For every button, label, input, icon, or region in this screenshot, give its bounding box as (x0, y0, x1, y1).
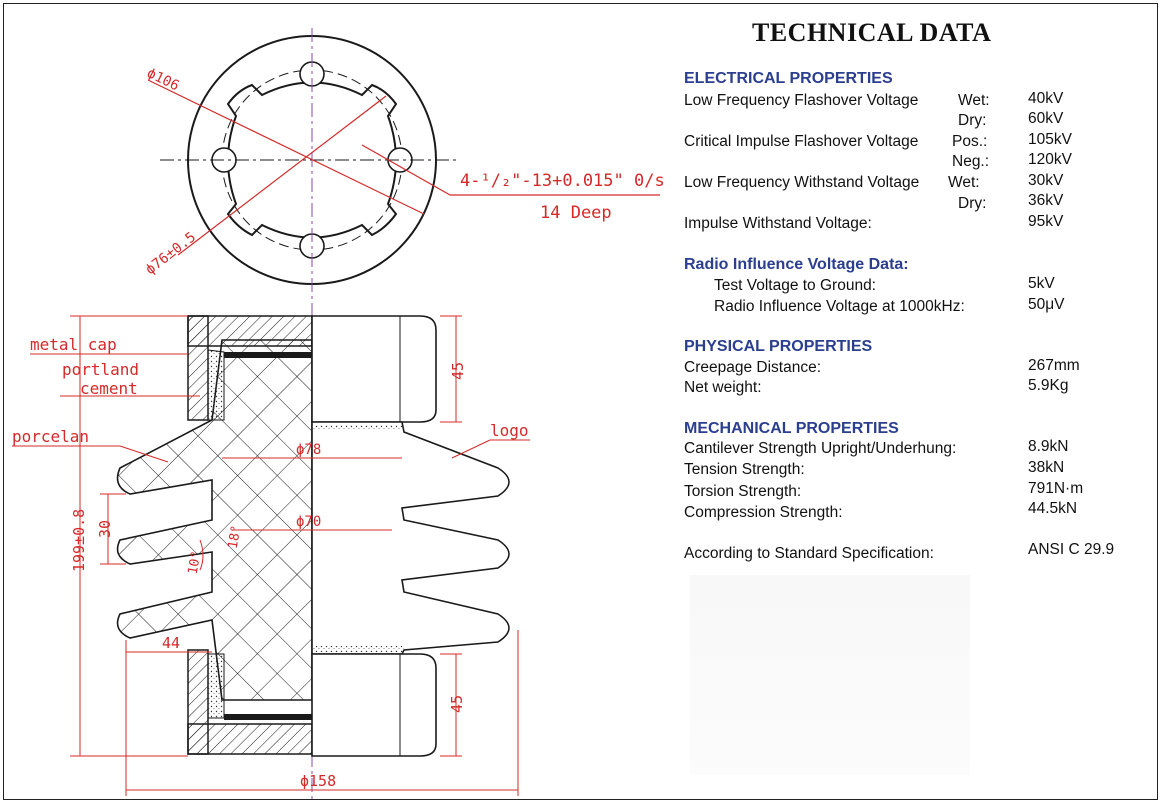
bottom-cap-exterior (312, 654, 436, 756)
ci-flashover-pos-value: 105kV (1028, 131, 1072, 148)
top-cap-exterior (312, 316, 436, 422)
leader-logo (452, 440, 490, 458)
net-weight-label: Net weight: (684, 379, 762, 396)
standard-value: ANSI C 29.9 (1028, 541, 1115, 558)
ci-flashover-pos-label: Pos.: (952, 133, 988, 150)
bottom-cement (208, 654, 224, 718)
dim-line-76 (178, 96, 386, 255)
heading-physical: PHYSICAL PROPERTIES (684, 338, 873, 355)
lf-flashover-dry-value: 60kV (1028, 110, 1064, 127)
lf-flashover-label: Low Frequency Flashover Voltage (684, 92, 919, 109)
lf-flashover-wet-label: Wet: (958, 92, 990, 109)
label-portland: portland (62, 360, 140, 379)
compression-value: 44.5kN (1028, 500, 1078, 517)
dim-core-78: ϕ78 (296, 442, 322, 458)
porcelain-exterior (312, 422, 509, 654)
top-band (312, 424, 404, 430)
lf-flashover-wet-value: 40kV (1028, 90, 1064, 107)
lf-withstand-wet-value: 30kV (1028, 172, 1064, 189)
bottom-cap-skirt (188, 650, 208, 754)
impulse-withstand-value: 95kV (1028, 213, 1064, 230)
top-cement (208, 350, 224, 420)
torsion-value: 791N·m (1028, 480, 1084, 497)
dim-shed-44: 44 (162, 634, 181, 652)
lf-withstand-label: Low Frequency Withstand Voltage (684, 174, 920, 191)
standard-label: According to Standard Specification: (684, 545, 934, 562)
top-gasket (224, 352, 312, 358)
side-view (12, 316, 530, 796)
dim-cap-bottom: 45 (448, 694, 466, 713)
top-cap-skirt (188, 316, 208, 420)
cantilever-label: Cantilever Strength Upright/Underhung: (684, 440, 957, 457)
bottom-band (312, 646, 404, 652)
label-metal-cap: metal cap (30, 335, 117, 354)
dim-base-158: ϕ158 (300, 772, 337, 790)
test-voltage-label: Test Voltage to Ground: (714, 277, 876, 294)
creepage-value: 267mm (1028, 357, 1080, 374)
torsion-label: Torsion Strength: (684, 483, 802, 500)
tension-value: 38kN (1028, 459, 1065, 476)
dim-cap-top: 45 (449, 361, 467, 380)
dim-core-70: ϕ70 (296, 514, 322, 530)
riv-value: 50μV (1028, 296, 1065, 313)
lf-withstand-dry-value: 36kV (1028, 192, 1064, 209)
dim-76: ϕ76±0.5 (142, 229, 199, 279)
heading-electrical: ELECTRICAL PROPERTIES (684, 70, 893, 87)
tension-label: Tension Strength: (684, 461, 805, 478)
lf-flashover-dry-label: Dry: (958, 112, 987, 129)
dim-total-height: 199±0.8 (70, 508, 88, 572)
page-title: TECHNICAL DATA (752, 18, 992, 47)
dim-shed-pitch: 30 (96, 519, 114, 538)
label-porcelain: porcelan (12, 427, 90, 446)
ci-flashover-neg-label: Neg.: (952, 153, 990, 170)
ci-flashover-label: Critical Impulse Flashover Voltage (684, 133, 919, 150)
lf-withstand-wet-label: Wet: (948, 174, 980, 191)
creepage-label: Creepage Distance: (684, 359, 821, 376)
net-weight-value: 5.9Kg (1028, 377, 1069, 394)
label-logo: logo (490, 421, 529, 440)
dim-angle-18: 18° (225, 524, 245, 550)
cantilever-value: 8.9kN (1028, 438, 1069, 455)
dim-106: ϕ106 (144, 65, 182, 95)
heading-mechanical: MECHANICAL PROPERTIES (684, 420, 899, 437)
riv-label: Radio Influence Voltage at 1000kHz: (714, 298, 965, 315)
blank-area (690, 575, 970, 775)
compression-label: Compression Strength: (684, 504, 843, 521)
impulse-withstand-label: Impulse Withstand Voltage: (684, 215, 872, 232)
bottom-gasket (224, 714, 312, 720)
test-voltage-value: 5kV (1028, 275, 1055, 292)
thread-depth: 14 Deep (540, 203, 612, 223)
ci-flashover-neg-value: 120kV (1028, 151, 1072, 168)
thread-callout: 4-¹/₂"-13+0.015" 0/s (460, 171, 665, 191)
dim-angle-10: 10° (185, 549, 205, 576)
heading-radio: Radio Influence Voltage Data: (684, 256, 909, 273)
lf-withstand-dry-label: Dry: (958, 195, 987, 212)
label-cement: cement (80, 379, 138, 398)
